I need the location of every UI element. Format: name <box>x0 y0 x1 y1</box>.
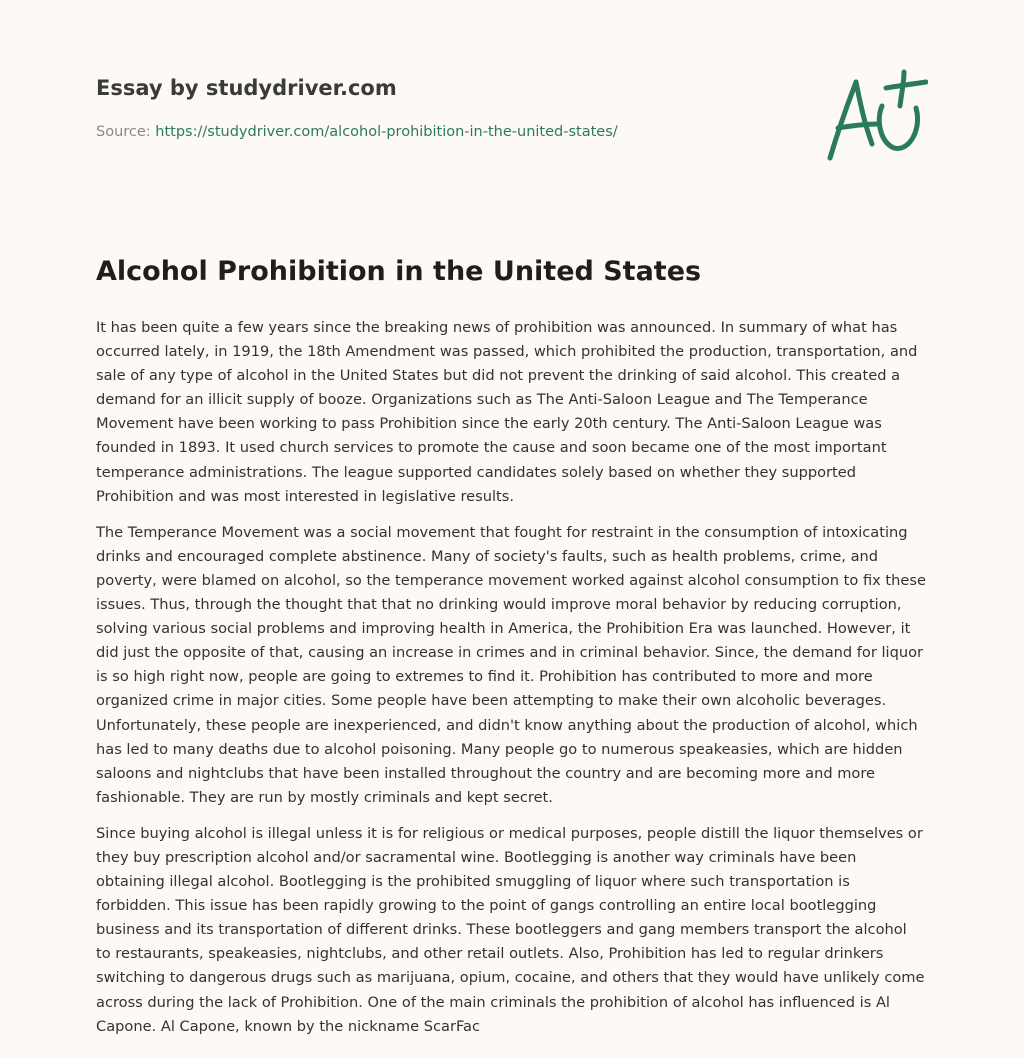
source-line <box>96 124 618 140</box>
essay-body <box>96 316 926 1051</box>
source-label: Source: <box>96 124 156 140</box>
essay-paragraph-1: It has been quite a few years since the breaking news of prohibition was announced. In summary of what has occurred lately, in 1919, the 18th Amendment was passed, which prohibited the production, transportation, and sale of any type of alcohol in the United States but did not prevent the drinking of said alcohol. This created a demand for an illicit supply of booze. Organizations such as The Anti-Saloon League and The Temperance Movement have been working to pass Prohibition since the early 20th century. The Anti-Saloon League was founded in 1893. It used church services to promote the cause and soon became one of the most important temperance administrations. The league supported candidates solely based on whether they supported Prohibition and was most interested in legislative results. <box>96 319 918 505</box>
essay-paragraph-3: Since buying alcohol is illegal unless it is for religious or medical purposes, people distill the liquor themselves or they buy prescription alcohol and/or sacramental wine. Bootlegging is another way criminals have been obtaining illegal alcohol. Bootlegging is the prohibited smuggling of liquor where such transportation is forbidden. This issue has been rapidly growing to the point of gangs controlling an entire local bootlegging business and its transportation of different drinks. These bootleggers and gang members transport the alcohol to restaurants, speakeasies, nightclubs, and other retail outlets. Also, Prohibition has led to regular drinkers switching to dangerous drugs such as marijuana, opium, cocaine, and others that they would have unlikely come across during the lack of Prohibition. One of the main criminals the prohibition of alcohol has influenced is Al Capone. Al Capone, known by the nickname ScarFac <box>96 824 925 1035</box>
source-link[interactable]: https://studydriver.com/alcohol-prohibition-in-the-united-states/ <box>155 124 618 140</box>
a-plus-logo-icon <box>822 68 928 164</box>
essay-title: Alcohol Prohibition in the United States <box>96 256 702 287</box>
site-title: Essay by studydriver.com <box>96 76 397 100</box>
essay-paragraph-2: The Temperance Movement was a social movement that fought for restraint in the consumption of intoxicating drinks and encouraged complete abstinence. Many of society's faults, such as health problems, crime, and poverty, were blamed on alcohol, so the temperance movement worked against alcohol consumption to fix these issues. Thus, through the thought that that no drinking would improve moral behavior by reducing corruption, solving various social problems and improving health in America, the Prohibition Era was launched. However, it did just the opposite of that, causing an increase in crimes and in criminal behavior. Since, the demand for liquor is so high right now, people are going to extremes to find it. Prohibition has contributed to more and more organized crime in major cities. Some people have been attempting to make their own alcoholic beverages. Unfortunately, these people are inexperienced, and didn't know anything about the production of alcohol, which has led to many deaths due to alcohol poisoning. Many people go to numerous speakeasies, which are hidden saloons and nightclubs that have been installed throughout the country and are becoming more and more fashionable. They are run by mostly criminals and kept secret. <box>96 523 926 806</box>
